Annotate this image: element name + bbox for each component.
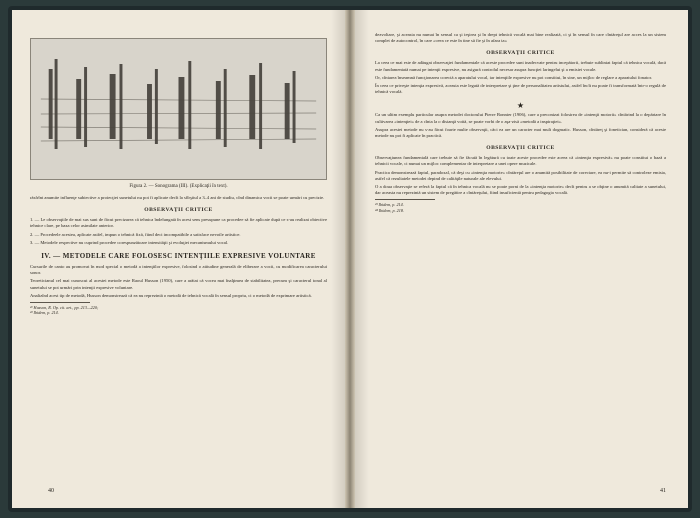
chapter-title: IV. — METODELE CARE FOLOSESC INTENŢIILE EXPRESIVE VOLUNTARE <box>41 252 316 261</box>
observations-heading: OBSERVAŢII CRITICE <box>486 145 555 152</box>
chapter-paragraph: Cursurile de canto au promovat în mod special o metodă a intenţiilor expresive, folosind o atitudine generală de eliberare a vocii, cu modificarea caracterului sonor. <box>30 264 327 276</box>
section-star: ★ <box>516 101 525 111</box>
chapter-paragraph: Analizînd acest tip de metodă, Husson demonstrează că ea nu reprezintă o metodă de tehnică vocală în sensul propriu, ci o metodă de exprimare artistică. <box>30 292 312 298</box>
observations-heading: OBSERVAŢII CRITICE <box>486 50 555 57</box>
footnote: ²¹ Husson, R. Op. cit. art., pp. 213—220; <box>30 305 99 311</box>
figure-caption: Figura 2. — Sonograma (III). (Explicaţii în text). <box>129 184 228 189</box>
observation-item: 2. — Procedeele acestea, aplicate astfel, impun o tehnică fixă, fiind deci incompatibile a satisface nevoile artistice. <box>30 231 241 237</box>
observation-paragraph: Practica demonstrează faptul, paradoxal, că deşi cu «intenţia motorie» cîntăreţul are o anumită posibilitate de corectare, ea nu-i permite să controleze emisia, astfel că rezultatele metodei depind de calităţile naturale ale elevului. <box>375 169 666 181</box>
footnote: ²² Ibidem, p. 214. <box>30 310 59 316</box>
top-paragraph: dezvoltare, şi aceasta nu numai în sensul ca şi ieşirea şi în drept tehnică vocală mai bine realizată, ci şi în sensul în care cîntăreţul are acces la un sistem complet de autocontrol, în care «ceea ce este în tine să fie şi în afara ta» <box>375 32 666 44</box>
observation-paragraph: La ceea ce mai este de adăugat observaţiei fundamentale că aceste procedee sunt inadecvate pentru incepătorii, trebuie subliniat faptul că tehnica vocală, dacă este fundamentată numai pe intenţii expresive, nu asigură controlul necesar asupra funcţiei laringelui şi a emisiei vocale. <box>375 60 666 72</box>
footnote: ²⁴ Ibidem, p. 218. <box>375 207 404 213</box>
spectrogram-image <box>31 39 326 179</box>
page-number: 41 <box>660 488 666 494</box>
observation-paragraph: Or, cîntarea înseamnă funcţionarea corectă a aparatului vocal, iar intenţiile expresive nu pot constitui, în sine, un mijloc de reglare a aparatului fonator. <box>375 74 652 80</box>
middle-paragraph: Ca un ultim exemplu particular asupra metodei doctorului Pierre Bonnier (1906), care a preconizat folosirea de «intenţii motorii» cîntărind la o depărtare în cultivarea «intenţiei» de a cînta la o distanţă voită, se poate vorbi de o aşa-zisă «metodă a inspiraţiei». <box>375 112 666 124</box>
observations-heading: OBSERVAŢII CRITICE <box>144 207 213 214</box>
observation-item: 3. — Metodele respective nu cuprind procedee corespunzătoare intensităţii şi evoluţiei mecanismului vocal. <box>30 239 229 245</box>
spectrogram-figure <box>30 38 327 180</box>
intro-paragraph: răsfrînt anumite influenţe subiective a proiecţiei sunetului nu pot fi aplicate decît la sfîrşitul a 3–4 ani de studiu, cînd dinamica vocii se poate urmări cu precizie. <box>30 195 325 200</box>
footnote-rule <box>375 199 435 200</box>
footnote: ²³ Ibidem, p. 214. <box>375 202 404 208</box>
footnote-rule <box>30 302 90 303</box>
book-gutter <box>345 10 355 508</box>
middle-paragraph: Asupra acestei metode nu s-au făcut foarte multe observaţii, căci ea are un caracter mai mult dogmatic. Husson, cîntăreţ şi fonetician, consideră că aceste metode nu pot fi aplicate în practică. <box>375 126 666 139</box>
observation-paragraph: Observaţiunea fundamentală care trebuie să fie făcută în legătură cu toate aceste procedee este aceea că «intenţia expresivă» nu poate constitui o bază a tehnicii vocale, ci numai un mijloc complementar de interpretare a unei opere muzicale. <box>375 155 666 167</box>
chapter-paragraph: Teoreticianul cel mai cunoscut al acestei metode este Raoul Husson (1950), care a arătat că vocea mai înalţimea de stabilitatea, precum şi caracterul tonal al sunetului se pot urmări prin intenţii expresive voluntare. <box>30 278 327 290</box>
observation-paragraph: În ceea ce priveşte intenţia expresivă, aceasta este legată de interpretare şi ţine de personalitatea artistului, astfel încît nu poate fi transformată într-o regulă de tehnică vocală. <box>375 83 666 95</box>
left-page <box>12 10 345 508</box>
observation-paragraph: O a doua observaţie se referă la faptul că în tehnica vocală nu se poate porni de la «intenţia motorie» decît pentru a se obţine o anumită calitate a sunetului, dar aceasta nu reprezintă un sistem de pregătire a cîntăreţului, fiind insuficientă pentru pedagogia vocală. <box>375 184 666 196</box>
observation-item: 1. — Le observaţiile de mai sus sunt de făcut precizarea că tehnica îndelungată în acest sens presupune ca procedee să fie aplicate după ce s-au realizat obiective tehnice clare, pe baza celor asimilate anterior. <box>30 217 327 229</box>
right-page <box>355 10 688 508</box>
page-number: 40 <box>48 488 54 494</box>
open-book <box>8 6 692 512</box>
